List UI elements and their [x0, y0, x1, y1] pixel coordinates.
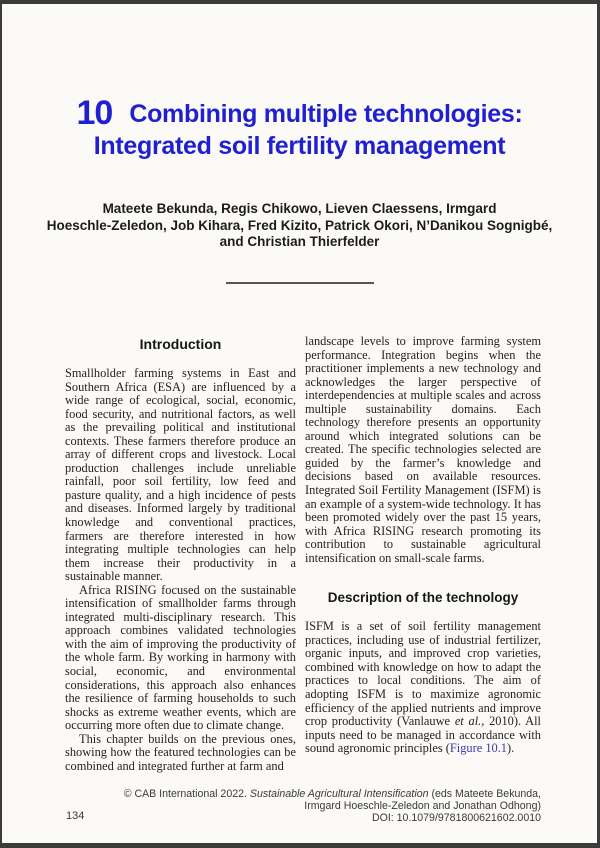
left-column [65, 335, 296, 773]
paragraph-text: ISFM is a set of soil fertility management practices, including use of industrial fertilizer, organic inputs, and improved crop varieties, combined with knowledge on how to adapt the practices to local conditions. The aim of adopting ISFM is to maximize agronomic efficiency of the applied nutrients and improve crop productivity (Vanlauwe [305, 619, 541, 729]
paragraph: Africa RISING focused on the sustainable intensification of smallholder farms through integrated multi-disciplinary research. This approach combines validated technologies with the aim of improving the productivity of the whole farm. By working in harmony with social, economic, and environmental considerations, this approach also enhances the resilience of farming households to such shocks as extreme weather events, which are occurring more often due to climate change. [65, 582, 296, 733]
section-heading-introduction: Introduction [139, 336, 222, 352]
copyright-footer [124, 788, 541, 825]
figure-10-1-link[interactable]: Figure 10.1 [449, 741, 508, 756]
authors-block [2, 201, 597, 251]
paragraph: landscape levels to improve farming system performance. Integration begins when the practitioner implements a new technology and acknowledges the larger perspective of interdependencies at multiple scales and across multiple sustainability domains. Each technology therefore presents an opportunity around which integrated solutions can be created. The specific technologies selected are guided by the farmer’s knowledge and decisions based on available resources. Integrated Soil Fertility Management (ISFM) is an example of a system-wide technology. It has been promoted widely over the past 15 years, with Africa RISING research promoting its contribution to sustainable agricultural intensification on small-scale farms. [305, 334, 541, 565]
chapter-number: 10 [76, 94, 113, 132]
paragraph: This chapter builds on the previous ones, showing how the featured technologies can be combined and integrated further at farm and [65, 731, 296, 773]
et-al-italic: et al. [454, 714, 482, 729]
authors-line: and Christian Thierfelder [219, 234, 380, 249]
paragraph: Smallholder farming systems in East and Southern Africa (ESA) are influenced by a wide range of ecological, social, economic, food security, and nutritional factors, as well as the prevailing political and institutional contexts. These farmers therefore produce an array of different crops and livestock. Local production challenges include unreliable rainfall, poor soil fertility, low feed and pasture quality, and a high incidence of pests and diseases. Informed largely by traditional knowledge and conventional practices, farmers are therefore interested in how integrating multiple technologies can help them increase their productivity in a sustainable manner. [65, 366, 296, 584]
authors-line: Mateete Bekunda, Regis Chikowo, Lieven Claessens, Irmgard [102, 201, 497, 216]
section-heading-description: Description of the technology [327, 590, 519, 606]
doi-line: DOI: 10.1079/9781800621602.0010 [371, 812, 541, 825]
paragraph [305, 620, 541, 755]
book-page [2, 4, 597, 843]
editors-line: Irmgard Hoeschle-Zeledon and Jonathan Odhong) [304, 800, 541, 813]
paragraph-text: ). [507, 741, 515, 756]
body-columns [65, 335, 541, 773]
copyright-text: © CAB International 2022. [123, 788, 250, 800]
chapter-title [2, 94, 597, 164]
copyright-line [124, 788, 541, 800]
paragraph-text: , 2010). All inputs need to be managed in accordance with sound agronomic principles ( [305, 714, 541, 756]
chapter-title-line1: Combining multiple technologies: [129, 100, 523, 128]
right-column [305, 335, 541, 773]
authors-divider [226, 282, 374, 284]
page-number: 134 [66, 810, 85, 822]
chapter-title-line2: Integrated soil fertility management [93, 132, 506, 160]
copyright-text: (eds Mateete Bekunda, [428, 788, 541, 800]
authors-line: Hoeschle-Zeledon, Job Kihara, Fred Kizito, Patrick Okori, N’Danikou Sognigbé, [46, 217, 553, 233]
book-title-italic: Sustainable Agricultural Intensification [249, 788, 429, 800]
